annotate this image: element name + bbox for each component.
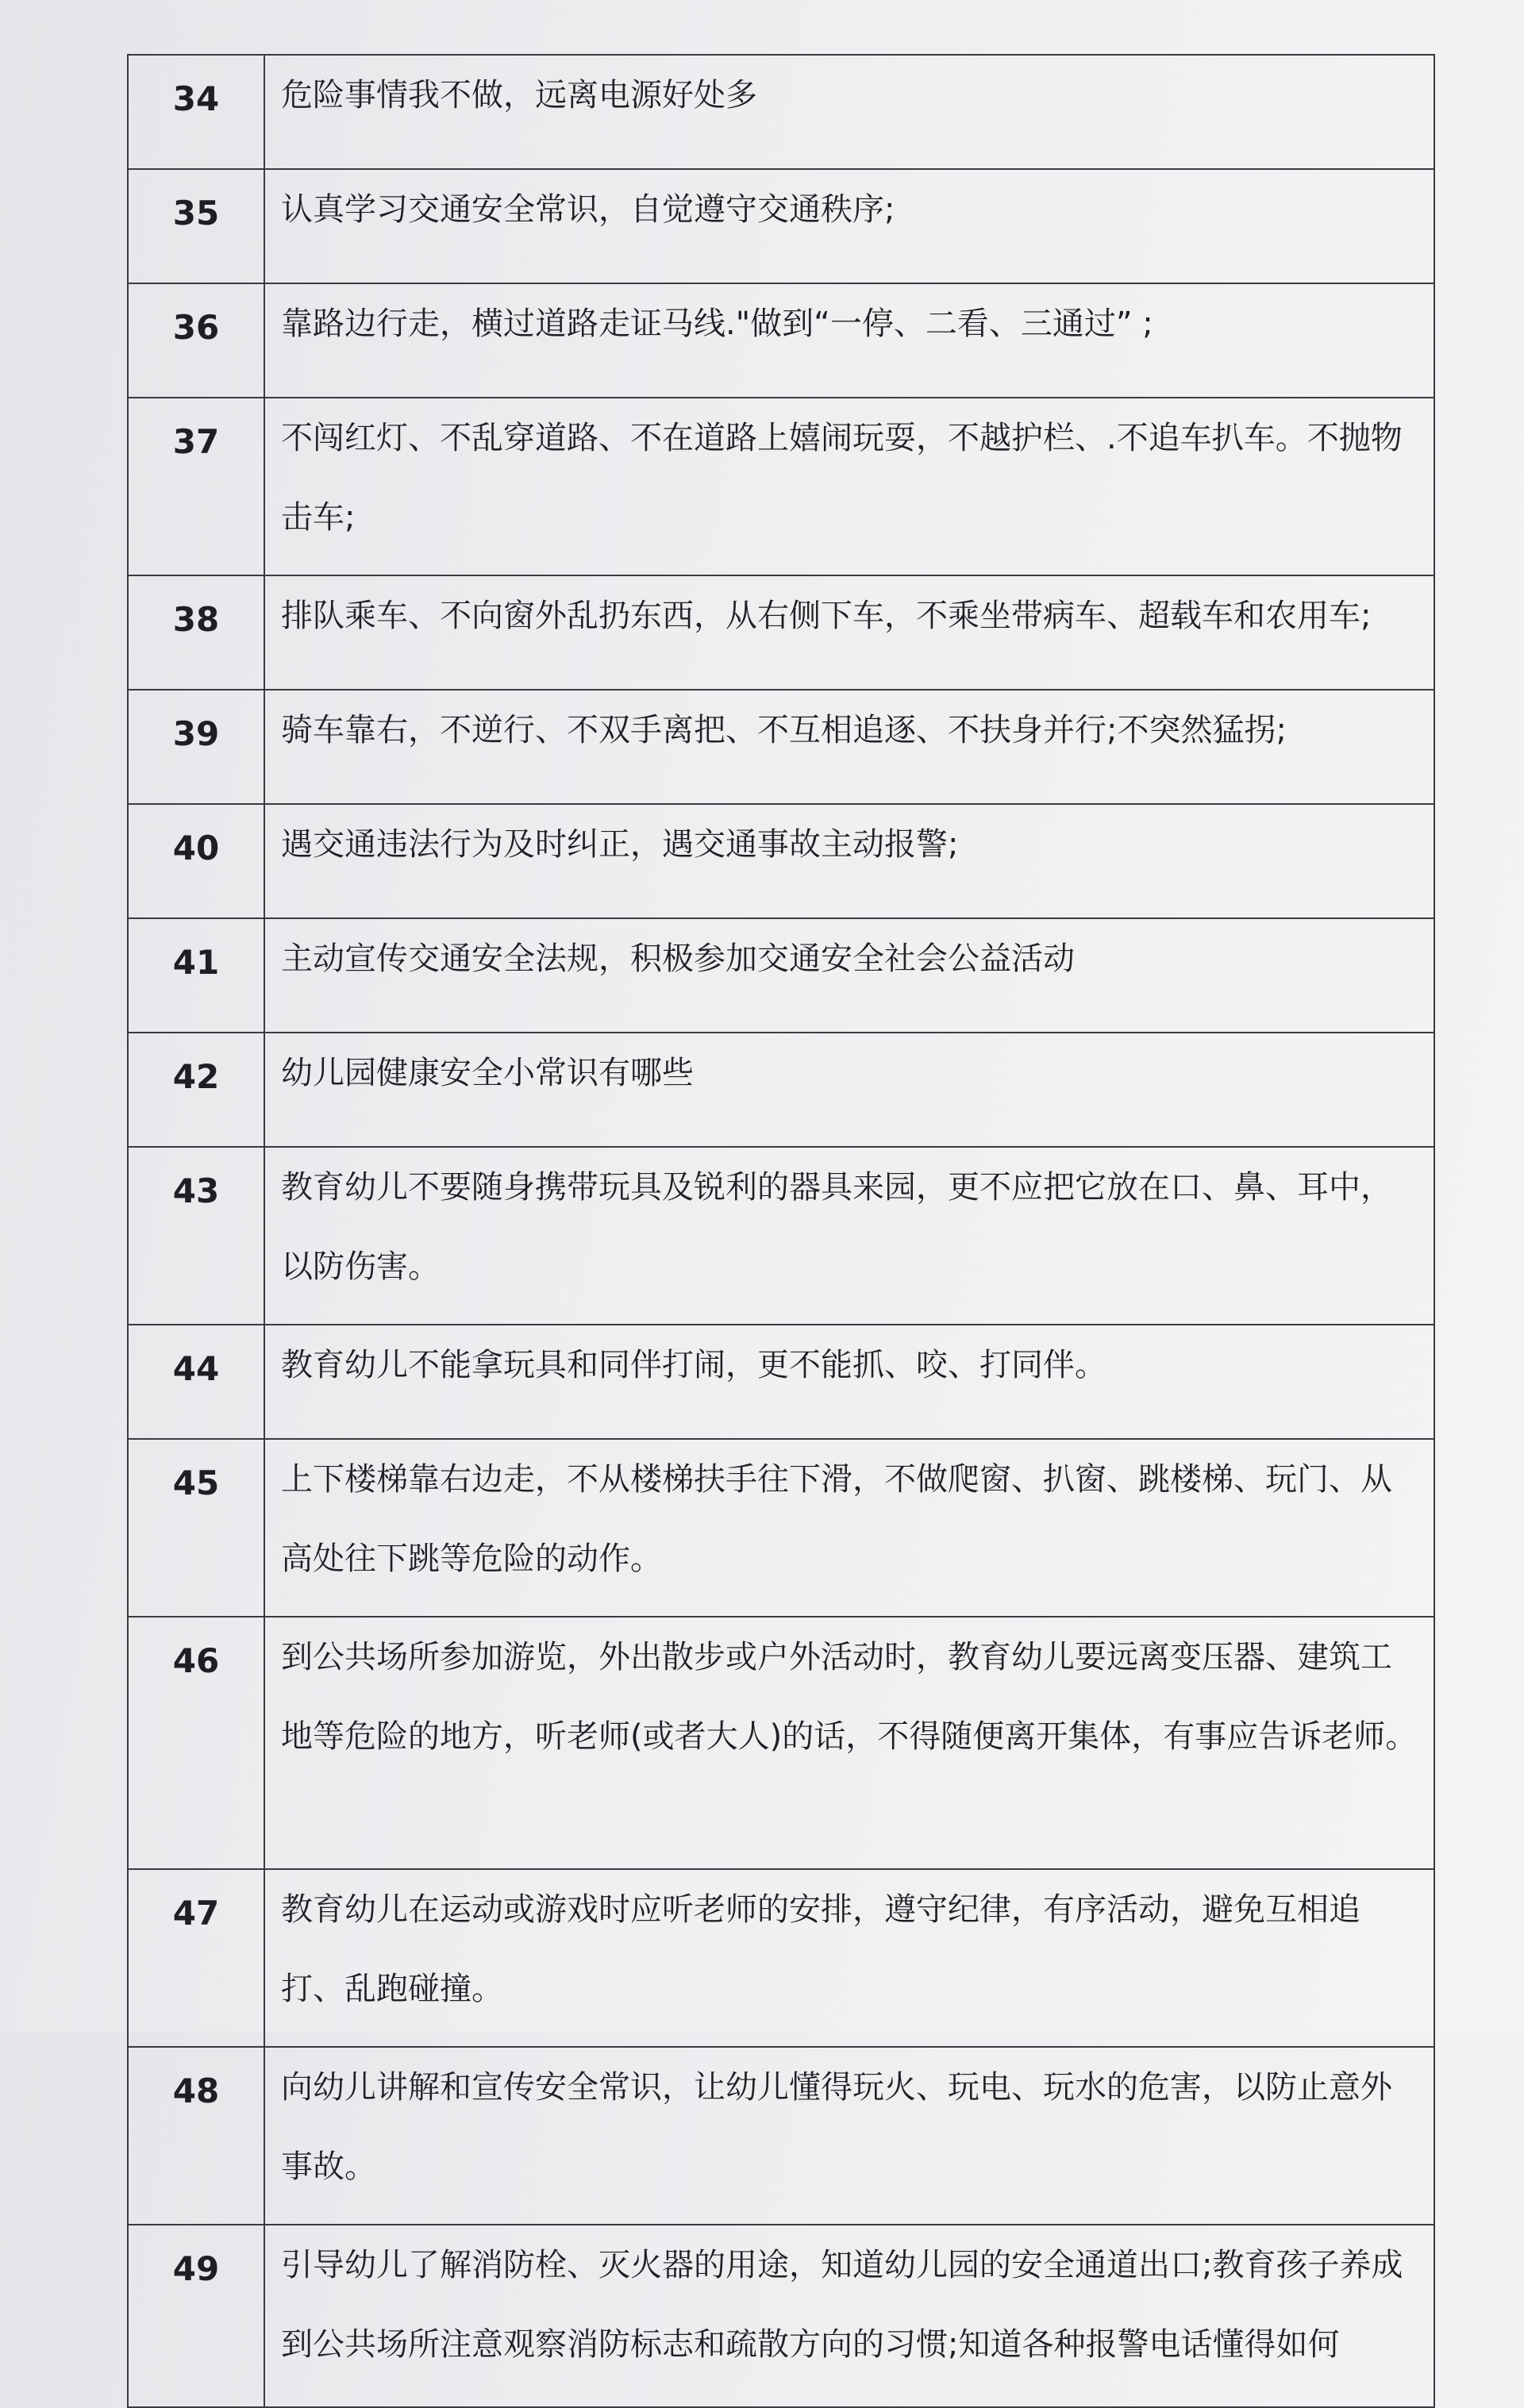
row-number: 46 [128,1617,264,1869]
table-row [128,918,1434,1033]
row-number: 49 [128,2225,264,2407]
row-number: 34 [128,55,264,169]
table-row [128,575,1434,690]
table-row [128,804,1434,918]
row-number: 41 [128,918,264,1033]
row-text: 向幼儿讲解和宣传安全常识，让幼儿懂得玩火、玩电、玩水的危害，以防止意外事故。 [264,2047,1434,2225]
row-number: 37 [128,398,264,575]
table-row [128,2047,1434,2225]
row-text: 教育幼儿不能拿玩具和同伴打闹，更不能抓、咬、打同伴。 [264,1325,1434,1439]
table-row [128,1869,1434,2047]
table-row [128,1325,1434,1439]
row-number: 35 [128,169,264,283]
row-number: 42 [128,1033,264,1147]
row-text: 骑车靠右，不逆行、不双手离把、不互相追逐、不扶身并行;不突然猛拐; [264,690,1434,804]
table-row [128,283,1434,398]
table-row [128,1617,1434,1869]
row-text: 教育幼儿在运动或游戏时应听老师的安排，遵守纪律，有序活动，避免互相追打、乱跑碰撞。 [264,1869,1434,2047]
row-number: 47 [128,1869,264,2047]
document-page [127,54,1435,2408]
row-text: 幼儿园健康安全小常识有哪些 [264,1033,1434,1147]
row-number: 45 [128,1439,264,1617]
row-text: 引导幼儿了解消防栓、灭火器的用途，知道幼儿园的安全通道出口;教育孩子养成到公共场所注意观察消防标志和疏散方向的习惯;知道各种报警电话懂得如何 [264,2225,1434,2407]
row-number: 48 [128,2047,264,2225]
row-text: 上下楼梯靠右边走，不从楼梯扶手往下滑，不做爬窗、扒窗、跳楼梯、玩门、从高处往下跳等危险的动作。 [264,1439,1434,1617]
table-row [128,169,1434,283]
table-row [128,398,1434,575]
row-text: 靠路边行走，横过道路走证马线."做到“一停、二看、三通过” ; [264,283,1434,398]
row-number: 39 [128,690,264,804]
table-row [128,1439,1434,1617]
row-text: 主动宣传交通安全法规，积极参加交通安全社会公益活动 [264,918,1434,1033]
row-text: 认真学习交通安全常识，自觉遵守交通秩序; [264,169,1434,283]
row-number: 43 [128,1147,264,1325]
row-text: 到公共场所参加游览，外出散步或户外活动时，教育幼儿要远离变压器、建筑工地等危险的地方，听老师(或者大人)的话，不得随便离开集体，有事应告诉老师。 [264,1617,1434,1869]
table-row [128,1147,1434,1325]
table-row [128,690,1434,804]
row-number: 44 [128,1325,264,1439]
row-text: 排队乘车、不向窗外乱扔东西，从右侧下车，不乘坐带病车、超载车和农用车; [264,575,1434,690]
row-text: 遇交通违法行为及时纠正，遇交通事故主动报警; [264,804,1434,918]
safety-rules-table [127,54,1435,2408]
table-row [128,1033,1434,1147]
row-text: 危险事情我不做，远离电源好处多 [264,55,1434,169]
row-number: 40 [128,804,264,918]
row-number: 36 [128,283,264,398]
row-text: 不闯红灯、不乱穿道路、不在道路上嬉闹玩耍，不越护栏、.不追车扒车。不抛物击车; [264,398,1434,575]
row-text: 教育幼儿不要随身携带玩具及锐利的器具来园，更不应把它放在口、鼻、耳中，以防伤害。 [264,1147,1434,1325]
table-row [128,2225,1434,2407]
row-number: 38 [128,575,264,690]
table-row [128,55,1434,169]
